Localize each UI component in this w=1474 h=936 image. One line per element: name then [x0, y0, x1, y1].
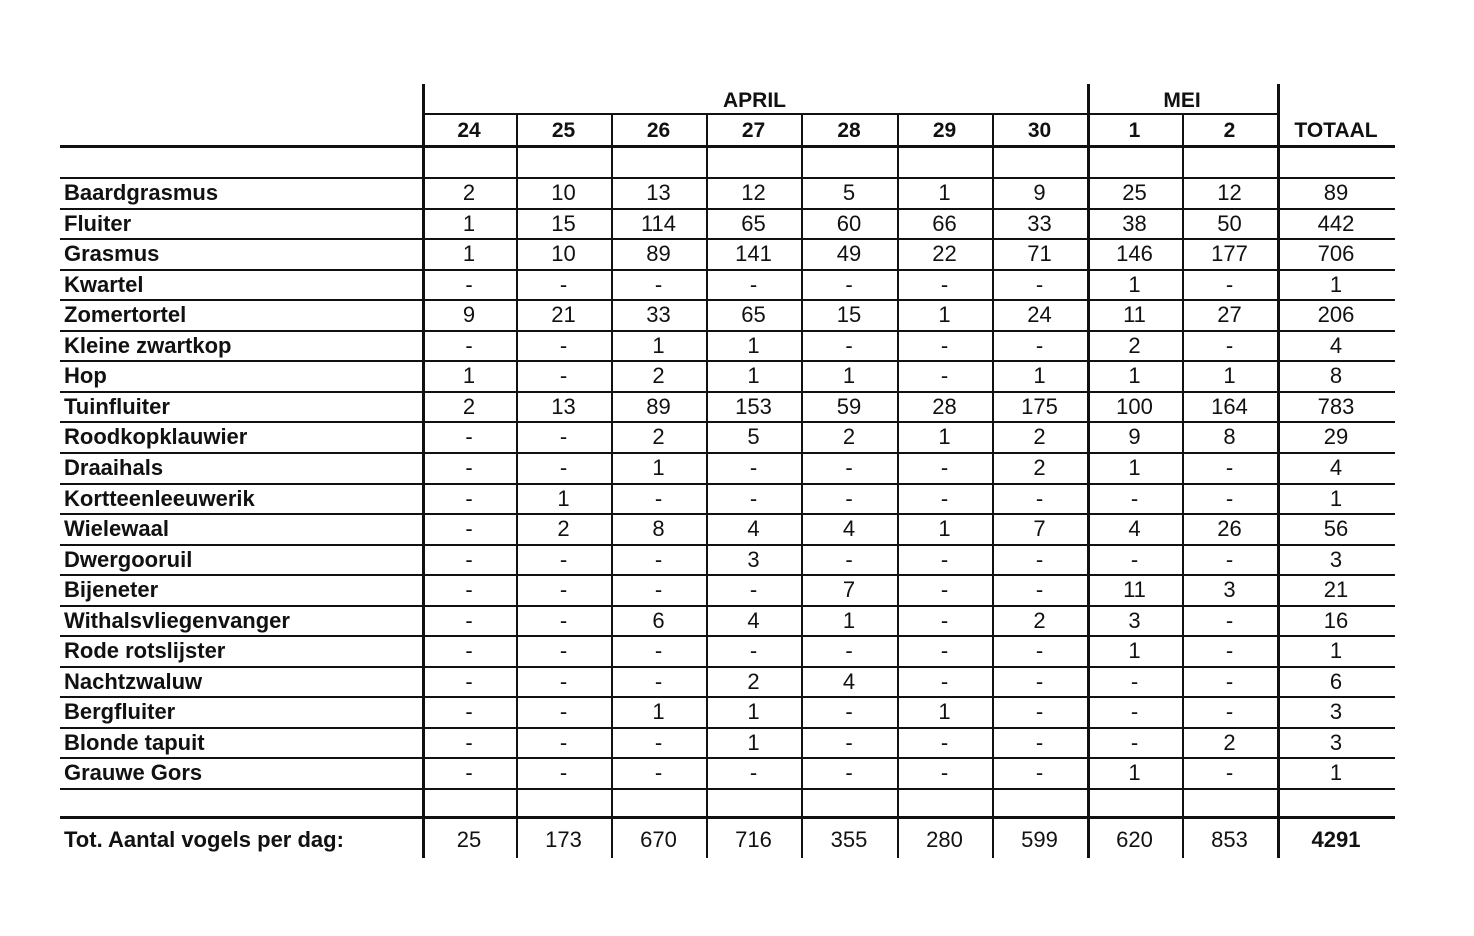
species-name: Bijeneter — [64, 577, 159, 603]
count-cell: 1 — [1128, 638, 1141, 664]
row-total: 56 — [1323, 516, 1349, 542]
count-cell: - — [940, 608, 949, 634]
count-cell: 12 — [1217, 180, 1242, 206]
count-cell: - — [1035, 577, 1044, 603]
count-cell: - — [559, 608, 568, 634]
count-cell: 9 — [462, 302, 476, 328]
count-cell: - — [465, 638, 473, 664]
count-cell: - — [749, 638, 758, 664]
row-total: 706 — [1317, 241, 1355, 267]
count-cell: - — [845, 486, 853, 512]
species-name: Hop — [64, 363, 107, 389]
count-cell: 22 — [932, 241, 957, 267]
count-cell: - — [1130, 486, 1139, 512]
count-cell: 27 — [1217, 302, 1242, 328]
row-rule — [60, 208, 1395, 210]
species-name: Tuinfluiter — [64, 394, 170, 420]
count-cell: - — [465, 486, 473, 512]
count-cell: 1 — [747, 363, 760, 389]
count-cell: 1 — [1033, 363, 1046, 389]
count-cell: - — [845, 272, 853, 298]
row-total: 783 — [1317, 394, 1355, 420]
count-cell: - — [749, 760, 758, 786]
count-cell: 1 — [557, 486, 570, 512]
row-total: 206 — [1317, 302, 1355, 328]
count-cell: 141 — [735, 241, 772, 267]
count-cell: 10 — [551, 241, 576, 267]
species-name: Kleine zwartkop — [64, 333, 232, 359]
count-cell: - — [749, 272, 758, 298]
count-cell: 164 — [1211, 394, 1248, 420]
count-cell: 13 — [551, 394, 576, 420]
row-rule — [60, 238, 1395, 240]
row-rule — [60, 727, 1395, 729]
day-header: 25 — [551, 118, 576, 142]
day-divider — [897, 113, 899, 858]
row-rule — [60, 513, 1395, 515]
day-header: 2 — [1223, 118, 1236, 142]
day-total: 670 — [640, 827, 677, 852]
count-cell: 66 — [932, 211, 957, 237]
row-total: 1 — [1329, 486, 1343, 512]
day-total: 355 — [830, 827, 868, 852]
mei-left-border — [1087, 84, 1090, 858]
count-cell: 1 — [1128, 272, 1141, 298]
day-divider — [1182, 113, 1184, 858]
count-cell: 1 — [938, 424, 951, 450]
count-cell: 1 — [462, 241, 476, 267]
row-rule — [60, 574, 1395, 576]
count-cell: 25 — [1122, 180, 1147, 206]
count-cell: - — [1035, 699, 1044, 725]
count-cell: - — [940, 730, 949, 756]
count-cell: 5 — [747, 424, 760, 450]
count-cell: 6 — [652, 608, 665, 634]
count-cell: - — [940, 486, 949, 512]
row-rule — [60, 269, 1395, 271]
count-cell: 15 — [551, 211, 576, 237]
row-total: 21 — [1323, 577, 1349, 603]
count-cell: 1 — [938, 516, 951, 542]
count-cell: - — [1225, 455, 1234, 481]
count-cell: - — [559, 669, 568, 695]
count-cell: - — [465, 730, 473, 756]
total-left-border — [1277, 84, 1280, 858]
count-cell: 146 — [1116, 241, 1153, 267]
count-cell: 100 — [1116, 394, 1153, 420]
count-cell: - — [940, 333, 949, 359]
row-total: 4 — [1329, 333, 1343, 359]
count-cell: 1 — [938, 180, 951, 206]
day-header: 1 — [1128, 118, 1141, 142]
row-rule — [60, 666, 1395, 668]
count-cell: - — [1035, 669, 1044, 695]
count-cell: - — [654, 272, 663, 298]
count-cell: - — [1035, 272, 1044, 298]
count-cell: - — [1035, 333, 1044, 359]
count-cell: - — [1035, 730, 1044, 756]
row-total: 3 — [1329, 547, 1343, 573]
count-cell: 60 — [836, 211, 862, 237]
count-cell: 1 — [652, 699, 665, 725]
count-cell: 1 — [1223, 363, 1236, 389]
row-rule — [60, 483, 1395, 485]
species-name: Kortteenleeuwerik — [64, 486, 255, 512]
count-cell: 4 — [747, 608, 760, 634]
count-cell: 1 — [1128, 363, 1141, 389]
row-total: 3 — [1329, 730, 1343, 756]
row-rule — [60, 788, 1395, 790]
count-cell: - — [465, 333, 473, 359]
species-name: Wielewaal — [64, 516, 169, 542]
count-cell: 1 — [747, 333, 760, 359]
header-bottom-rule — [60, 145, 1395, 148]
count-cell: 4 — [842, 516, 856, 542]
species-name: Baardgrasmus — [64, 180, 219, 206]
count-cell: 33 — [1027, 211, 1052, 237]
species-name: Withalsvliegenvanger — [64, 608, 290, 634]
species-name: Nachtzwaluw — [64, 669, 203, 695]
count-cell: 89 — [646, 394, 671, 420]
count-cell: 2 — [1128, 333, 1141, 359]
day-header: 29 — [932, 118, 957, 142]
row-rule — [60, 605, 1395, 607]
count-cell: 114 — [640, 211, 677, 237]
count-cell: 2 — [842, 424, 856, 450]
count-cell: 177 — [1211, 241, 1248, 267]
count-cell: 50 — [1217, 211, 1242, 237]
day-total: 599 — [1021, 827, 1058, 852]
count-cell: 1 — [747, 699, 760, 725]
species-name: Kwartel — [64, 272, 144, 298]
count-cell: 5 — [842, 180, 856, 206]
count-cell: 65 — [741, 211, 766, 237]
count-cell: - — [1035, 547, 1044, 573]
count-cell: - — [465, 577, 473, 603]
day-divider — [992, 113, 994, 858]
count-cell: - — [1225, 638, 1234, 664]
count-cell: - — [654, 547, 663, 573]
footer-label: Tot. Aantal vogels per dag: — [64, 827, 344, 852]
count-cell: 3 — [747, 547, 760, 573]
count-cell: - — [1225, 272, 1234, 298]
row-rule — [60, 452, 1395, 454]
species-name: Rode rotslijster — [64, 638, 226, 664]
row-rule — [60, 360, 1395, 362]
count-cell: - — [845, 760, 853, 786]
count-cell: - — [1130, 730, 1139, 756]
count-cell: - — [465, 699, 473, 725]
count-cell: - — [465, 547, 473, 573]
count-cell: - — [845, 455, 853, 481]
count-cell: 3 — [1223, 577, 1236, 603]
count-cell: 2 — [1033, 608, 1046, 634]
count-cell: - — [1130, 699, 1139, 725]
count-cell: - — [1225, 333, 1234, 359]
count-cell: 65 — [741, 302, 766, 328]
species-name: Fluiter — [64, 211, 132, 237]
count-cell: 1 — [842, 608, 856, 634]
species-name: Dwergooruil — [64, 547, 193, 573]
count-cell: - — [1130, 547, 1139, 573]
count-cell: - — [749, 577, 758, 603]
count-cell: - — [1035, 638, 1044, 664]
row-rule — [60, 299, 1395, 301]
row-total: 442 — [1317, 211, 1355, 237]
species-name: Draaihals — [64, 455, 164, 481]
count-cell: - — [940, 363, 949, 389]
count-cell: 175 — [1021, 394, 1058, 420]
count-cell: 10 — [551, 180, 576, 206]
row-total: 1 — [1329, 272, 1343, 298]
row-rule — [60, 544, 1395, 546]
count-cell: - — [465, 455, 473, 481]
count-cell: - — [559, 638, 568, 664]
count-cell: - — [559, 424, 568, 450]
species-name: Grauwe Gors — [64, 760, 203, 786]
count-cell: - — [845, 730, 853, 756]
day-total: 25 — [456, 827, 482, 852]
count-cell: - — [940, 577, 949, 603]
count-cell: - — [1225, 486, 1234, 512]
day-header: 30 — [1027, 118, 1052, 142]
count-cell: - — [465, 760, 473, 786]
april-header: APRIL — [723, 88, 786, 112]
count-cell: 4 — [842, 669, 856, 695]
count-cell: - — [845, 699, 853, 725]
count-cell: - — [940, 760, 949, 786]
count-cell: - — [940, 455, 949, 481]
count-cell: 2 — [462, 394, 476, 420]
count-cell: - — [559, 730, 568, 756]
day-total: 280 — [926, 827, 963, 852]
row-total: 1 — [1329, 760, 1343, 786]
count-cell: 153 — [735, 394, 772, 420]
count-cell: 7 — [1033, 516, 1046, 542]
count-cell: - — [654, 669, 663, 695]
count-cell: - — [559, 577, 568, 603]
count-cell: - — [1225, 760, 1234, 786]
day-header: 27 — [741, 118, 766, 142]
count-cell: - — [1225, 547, 1234, 573]
count-cell: - — [1225, 669, 1234, 695]
count-cell: 1 — [1128, 760, 1141, 786]
count-cell: 13 — [646, 180, 671, 206]
count-cell: 89 — [646, 241, 671, 267]
count-cell: 8 — [652, 516, 665, 542]
count-cell: - — [1035, 486, 1044, 512]
count-cell: 2 — [1033, 424, 1046, 450]
count-cell: - — [654, 760, 663, 786]
count-cell: - — [1130, 669, 1139, 695]
count-cell: - — [1035, 760, 1044, 786]
row-total: 16 — [1323, 608, 1349, 634]
row-rule — [60, 696, 1395, 698]
day-divider — [516, 113, 518, 858]
row-total: 29 — [1323, 424, 1349, 450]
count-cell: - — [940, 669, 949, 695]
count-cell: 1 — [652, 333, 665, 359]
count-cell: - — [845, 547, 853, 573]
count-cell: - — [559, 760, 568, 786]
count-cell: - — [940, 547, 949, 573]
day-total: 173 — [545, 827, 582, 852]
count-cell: 71 — [1027, 241, 1052, 267]
day-total: 620 — [1116, 827, 1153, 852]
day-header: 26 — [646, 118, 671, 142]
row-rule — [60, 330, 1395, 332]
count-cell: 1 — [842, 363, 856, 389]
count-cell: 21 — [551, 302, 576, 328]
day-total: 716 — [735, 827, 772, 852]
april-left-border — [422, 84, 425, 858]
species-name: Grasmus — [64, 241, 160, 267]
count-cell: 15 — [836, 302, 862, 328]
total-header: TOTAAL — [1294, 118, 1378, 142]
count-cell: - — [940, 272, 949, 298]
count-cell: 9 — [1128, 424, 1141, 450]
row-total: 89 — [1323, 180, 1349, 206]
count-cell: - — [845, 333, 853, 359]
row-total: 4 — [1329, 455, 1343, 481]
count-cell: - — [559, 699, 568, 725]
count-cell: 8 — [1223, 424, 1236, 450]
count-cell: 2 — [747, 669, 760, 695]
count-cell: - — [1225, 608, 1234, 634]
row-total: 6 — [1329, 669, 1343, 695]
day-header: 28 — [837, 118, 861, 142]
count-cell: - — [749, 486, 758, 512]
count-cell: 49 — [836, 241, 862, 267]
count-cell: 2 — [1223, 730, 1236, 756]
header-rule — [422, 113, 1277, 115]
count-cell: - — [940, 638, 949, 664]
row-rule — [60, 757, 1395, 759]
count-cell: 9 — [1033, 180, 1046, 206]
count-cell: - — [559, 547, 568, 573]
grand-total: 4291 — [1311, 827, 1361, 852]
count-cell: - — [1225, 699, 1234, 725]
count-cell: - — [465, 516, 473, 542]
count-cell: - — [465, 669, 473, 695]
count-cell: 59 — [836, 394, 862, 420]
species-name: Bergfluiter — [64, 699, 176, 725]
footer-top-rule — [60, 816, 1395, 819]
row-rule — [60, 421, 1395, 423]
count-cell: 2 — [652, 363, 665, 389]
count-cell: 24 — [1027, 302, 1052, 328]
count-cell: 1 — [462, 363, 476, 389]
mei-header: MEI — [1163, 88, 1201, 112]
day-divider — [801, 113, 803, 858]
count-cell: 2 — [462, 180, 476, 206]
count-cell: 2 — [1033, 455, 1046, 481]
count-cell: - — [559, 333, 568, 359]
count-cell: - — [559, 272, 568, 298]
count-cell: 1 — [652, 455, 665, 481]
count-cell: 28 — [932, 394, 957, 420]
count-cell: - — [654, 486, 663, 512]
count-cell: 11 — [1123, 577, 1146, 603]
count-cell: - — [465, 272, 473, 298]
count-cell: - — [465, 424, 473, 450]
count-cell: - — [465, 608, 473, 634]
count-cell: 1 — [938, 302, 951, 328]
row-rule — [60, 391, 1395, 393]
count-cell: - — [559, 455, 568, 481]
count-cell: 11 — [1123, 302, 1146, 328]
row-total: 8 — [1329, 363, 1343, 389]
count-cell: 2 — [557, 516, 570, 542]
count-cell: - — [654, 730, 663, 756]
count-cell: - — [559, 363, 568, 389]
species-name: Roodkopklauwier — [64, 424, 248, 450]
count-cell: 1 — [462, 211, 476, 237]
day-divider — [706, 113, 708, 858]
count-cell: 7 — [842, 577, 856, 603]
spacer-rule — [60, 177, 1395, 179]
row-total: 3 — [1329, 699, 1343, 725]
day-header: 24 — [457, 118, 481, 142]
count-cell: 1 — [747, 730, 760, 756]
day-total: 853 — [1211, 827, 1248, 852]
species-name: Zomertortel — [64, 302, 187, 328]
row-total: 1 — [1329, 638, 1343, 664]
count-cell: - — [654, 577, 663, 603]
count-cell: 26 — [1217, 516, 1242, 542]
count-cell: 4 — [1128, 516, 1141, 542]
count-cell: - — [654, 638, 663, 664]
count-cell: 1 — [938, 699, 951, 725]
count-cell: 3 — [1128, 608, 1141, 634]
day-divider — [611, 113, 613, 858]
count-cell: 1 — [1128, 455, 1141, 481]
count-cell: 4 — [747, 516, 760, 542]
count-cell: 12 — [741, 180, 766, 206]
row-rule — [60, 635, 1395, 637]
count-cell: - — [749, 455, 758, 481]
species-name: Blonde tapuit — [64, 730, 205, 756]
count-cell: - — [845, 638, 853, 664]
count-cell: 38 — [1122, 211, 1147, 237]
count-cell: 2 — [652, 424, 665, 450]
count-cell: 33 — [646, 302, 671, 328]
